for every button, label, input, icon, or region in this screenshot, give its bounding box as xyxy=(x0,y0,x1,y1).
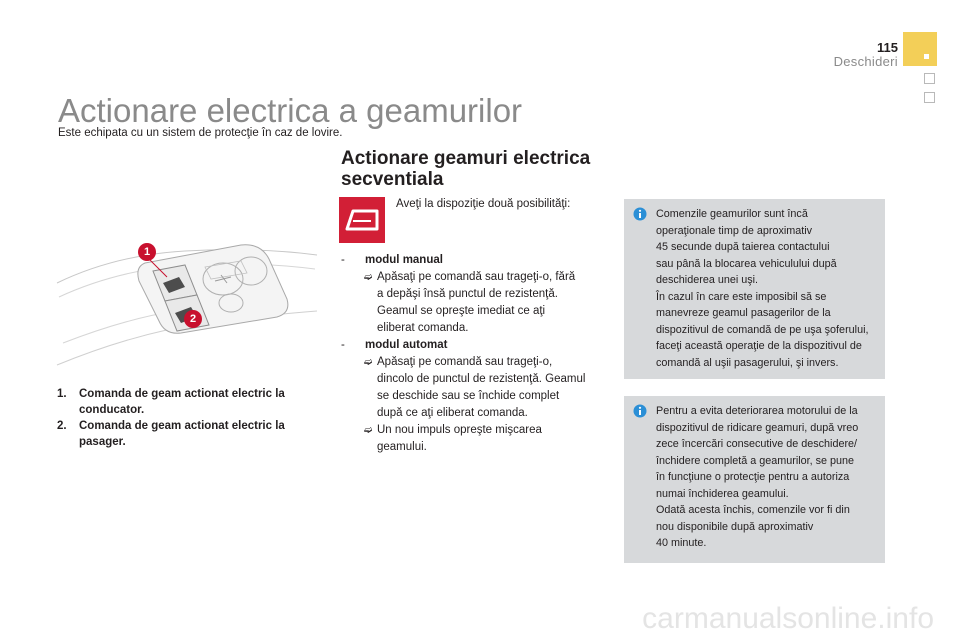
section-tab-active[interactable] xyxy=(903,32,937,66)
arrow-icon: ➫ xyxy=(364,272,373,283)
arrow-icon: ➫ xyxy=(364,425,373,436)
arrow-icon: ➫ xyxy=(364,357,373,368)
info-icon xyxy=(633,207,647,221)
mode-step: ➫ Un nou impuls opreşte mişcarea geamului. xyxy=(364,424,542,453)
tab-marker xyxy=(924,54,929,59)
mode-title: - modul manual xyxy=(341,254,443,266)
door-switch-illustration xyxy=(55,215,325,375)
legend-item: 1. Comanda de geam actionat electric la conducator. xyxy=(57,388,285,416)
section-tab[interactable] xyxy=(924,73,935,84)
section-heading xyxy=(341,148,621,190)
window-switch-icon xyxy=(339,197,385,243)
mode-step: ➫ Apăsaţi pe comandă sau trageţi-o, fără a depăşi însă punctul de rezistenţă. Geamul se opreşte imediat ce aţi eliberat comanda. xyxy=(364,271,576,334)
section-tab[interactable] xyxy=(924,92,935,103)
watermark: carmanualsonline.info xyxy=(642,602,934,635)
page-subtitle: Este echipata cu un sistem de protecţie în caz de lovire. xyxy=(58,127,343,139)
section-heading-line: secventiala xyxy=(341,169,444,190)
callout-1: 1 xyxy=(138,243,156,261)
info-note: Comenzile geamurilor sunt încă operaţionale timp de aproximativ 45 secunde după taierea contactului sau până la blocarea vehiculului după deschiderea unei uşi. În cazul în care este imposibil să se manevreze geamul pasagerilor de la dispozitivul de comandă de pe uşa şoferului, faceţi această operaţie de la dispozitivul de comandă al uşii pasagerului, şi invers. xyxy=(624,199,885,379)
intro-text: Aveţi la dispoziţie două posibilităţi: xyxy=(396,198,571,210)
mode-step: ➫ Apăsaţi pe comandă sau trageţi-o, dincolo de punctul de rezistenţă. Geamul se deschide sau se închide complet după ce aţi eliberat comanda. xyxy=(364,356,586,419)
callout-2: 2 xyxy=(184,310,202,328)
figure-legend xyxy=(57,386,312,450)
mode-title: - modul automat xyxy=(341,339,448,351)
page-title: Actionare electrica a geamurilor xyxy=(58,92,523,129)
info-icon xyxy=(633,404,647,418)
section-name: Deschideri xyxy=(833,54,898,69)
section-heading-line: Actionare geamuri electrica xyxy=(341,148,591,169)
page-number: 115 xyxy=(877,40,898,55)
info-note: Pentru a evita deteriorarea motorului de la dispozitivul de ridicare geamuri, după vreo zece încercări consecutive de deschidere/ închidere completă a geamurilor, se pune în funcţiune o protecţie pentru a autoriza numai închiderea geamului. Odată acesta închis, comenzile vor fi din nou disponibile după aproximativ 40 minute. xyxy=(624,396,885,563)
legend-item: 2. Comanda de geam actionat electric la pasager. xyxy=(57,420,285,448)
modes-list xyxy=(341,252,611,456)
